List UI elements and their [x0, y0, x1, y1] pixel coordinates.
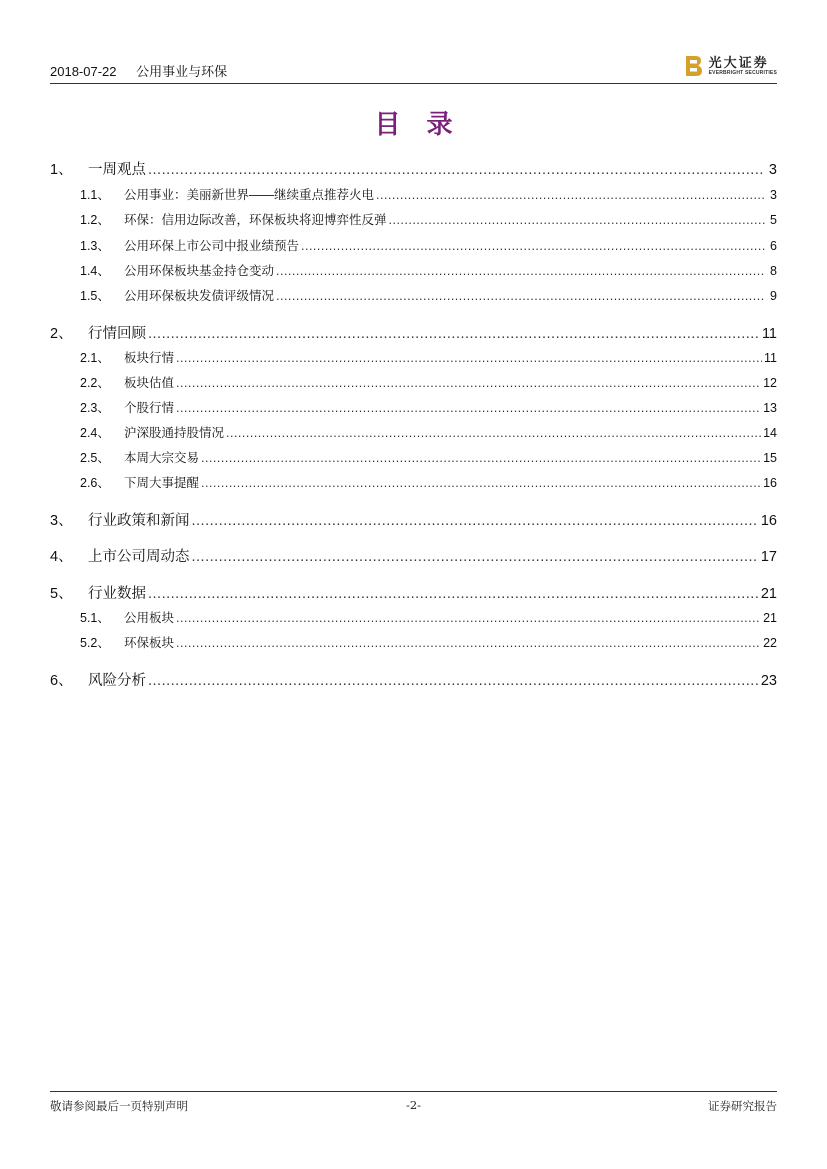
report-category: 公用事业与环保: [136, 64, 228, 79]
toc-entry-title: 沪深股通持股情况: [124, 426, 225, 440]
toc-entry[interactable]: [50, 545, 777, 566]
toc-entry-page: 21: [760, 586, 777, 602]
toc-entry-number: 3、: [50, 513, 73, 529]
toc-leader-dots: [192, 549, 759, 565]
toc-leader-dots: [276, 289, 765, 303]
toc-entry[interactable]: [50, 509, 777, 530]
toc-entry-page: 11: [761, 326, 777, 342]
logo-chinese-name: 光大证券: [708, 55, 769, 70]
toc-leader-dots: [192, 513, 759, 529]
toc-entry[interactable]: [50, 348, 777, 366]
toc-entry[interactable]: [50, 373, 777, 391]
toc-entry-page: 23: [760, 673, 777, 689]
toc-entry-title: 公用环保板块基金持仓变动: [124, 264, 275, 278]
page-number: -2-: [405, 1098, 422, 1112]
toc-leader-dots: [148, 586, 759, 602]
toc-leader-dots: [201, 476, 761, 490]
toc-entry-number: 2.3、: [80, 401, 110, 415]
toc-entry[interactable]: [50, 669, 777, 690]
toc-entry-title: 一周观点: [88, 162, 146, 178]
toc-entry-page: 21: [763, 611, 777, 625]
toc-entry-page: 13: [763, 401, 777, 415]
toc-entry-page: 6: [770, 239, 777, 253]
toc-entry-title: 公用板块: [124, 611, 175, 625]
toc-entry-title: 环保：信用边际改善，环保板块将迎博弈性反弹: [124, 213, 387, 227]
page-footer: [50, 1091, 777, 1118]
toc-entry-page: 16: [760, 513, 777, 529]
toc-entry[interactable]: [50, 210, 777, 228]
toc-leader-dots: [176, 611, 761, 625]
page-header: [50, 52, 777, 84]
toc-entry-title: 本周大宗交易: [124, 451, 200, 465]
toc-entry[interactable]: [50, 286, 777, 304]
toc-entry-number: 2.2、: [80, 376, 110, 390]
toc-entry-number: 1.5、: [80, 289, 110, 303]
toc-leader-dots: [148, 326, 760, 342]
toc-entry-number: 1.2、: [80, 213, 110, 227]
footer-report-type: 证券研究报告: [708, 1099, 777, 1113]
logo-mark-icon: [685, 55, 703, 77]
toc-leader-dots: [376, 188, 765, 202]
toc-leader-dots: [176, 636, 761, 650]
toc-entry[interactable]: [50, 633, 777, 651]
toc-leader-dots: [176, 401, 761, 415]
header-info: [50, 61, 227, 80]
toc-entry-title: 个股行情: [124, 401, 175, 415]
toc-entry-page: 16: [763, 476, 777, 490]
toc-entry-number: 2.4、: [80, 426, 110, 440]
toc-entry-number: 1.3、: [80, 239, 110, 253]
company-logo: [685, 52, 777, 80]
toc-entry-title: 风险分析: [88, 673, 146, 689]
toc-entry-title: 板块估值: [124, 376, 175, 390]
toc-entry-page: 8: [770, 264, 777, 278]
toc-leader-dots: [176, 376, 761, 390]
toc-entry-number: 4、: [50, 549, 73, 565]
toc-leader-dots: [301, 239, 765, 253]
toc-entry-number: 2.1、: [80, 351, 110, 365]
toc-title: 目录: [374, 110, 479, 140]
toc-entry-title: 公用环保上市公司中报业绩预告: [124, 239, 300, 253]
toc-entry-page: 11: [764, 351, 777, 365]
toc-entry[interactable]: [50, 473, 777, 491]
toc-entry-number: 2.6、: [80, 476, 110, 490]
toc-leader-dots: [389, 213, 765, 227]
toc-entry-number: 5.1、: [80, 611, 110, 625]
toc-leader-dots: [276, 264, 765, 278]
toc-entry[interactable]: [50, 448, 777, 466]
toc-entry-title: 下周大事提醒: [124, 476, 200, 490]
toc-entry[interactable]: [50, 582, 777, 603]
toc-entry-number: 1、: [50, 162, 73, 178]
footer-disclaimer: 敬请参阅最后一页特别声明: [50, 1099, 188, 1113]
toc-leader-dots: [176, 351, 762, 365]
toc-entry[interactable]: [50, 261, 777, 279]
toc-entry[interactable]: [50, 398, 777, 416]
toc-entry-number: 1.1、: [80, 188, 110, 202]
header-divider: [50, 83, 777, 84]
toc-entry-number: 2.5、: [80, 451, 110, 465]
toc-entry-title: 行情回顾: [88, 326, 146, 342]
toc-leader-dots: [201, 451, 761, 465]
toc-entry-page: 3: [770, 188, 777, 202]
toc-entry-number: 5.2、: [80, 636, 110, 650]
toc-entry[interactable]: [50, 185, 777, 203]
toc-entry-title: 行业政策和新闻: [88, 513, 190, 529]
toc-entry-page: 5: [770, 213, 777, 227]
toc-entry-number: 1.4、: [80, 264, 110, 278]
toc-entry-title: 行业数据: [88, 586, 146, 602]
toc-entry-title: 公用环保板块发债评级情况: [124, 289, 275, 303]
toc-entry-page: 9: [770, 289, 777, 303]
toc-entry-title: 环保板块: [124, 636, 175, 650]
toc-entry-title: 上市公司周动态: [88, 549, 190, 565]
toc-entry-page: 17: [760, 549, 777, 565]
toc-entry-page: 12: [763, 376, 777, 390]
toc-entry[interactable]: [50, 423, 777, 441]
logo-english-name: EVERBRIGHT SECURITIES: [708, 70, 777, 76]
toc-entry-page: 22: [763, 636, 777, 650]
toc-leader-dots: [148, 673, 759, 689]
toc-entry-page: 3: [768, 162, 777, 178]
toc-entry-title: 公用事业：美丽新世界——继续重点推荐火电: [124, 188, 375, 202]
toc-entry-page: 14: [763, 426, 777, 440]
toc-entry-page: 15: [763, 451, 777, 465]
toc-entry[interactable]: [50, 322, 777, 343]
toc-entry[interactable]: [50, 236, 777, 254]
toc-entry-number: 6、: [50, 673, 73, 689]
report-date: 2018-07-22: [50, 64, 117, 79]
toc-leader-dots: [226, 426, 761, 440]
toc-leader-dots: [148, 162, 765, 178]
toc-entry-number: 2、: [50, 326, 73, 342]
toc-entry[interactable]: [50, 158, 777, 179]
toc-entry[interactable]: [50, 608, 777, 626]
toc-entry-title: 板块行情: [124, 351, 175, 365]
toc-entry-number: 5、: [50, 586, 73, 602]
